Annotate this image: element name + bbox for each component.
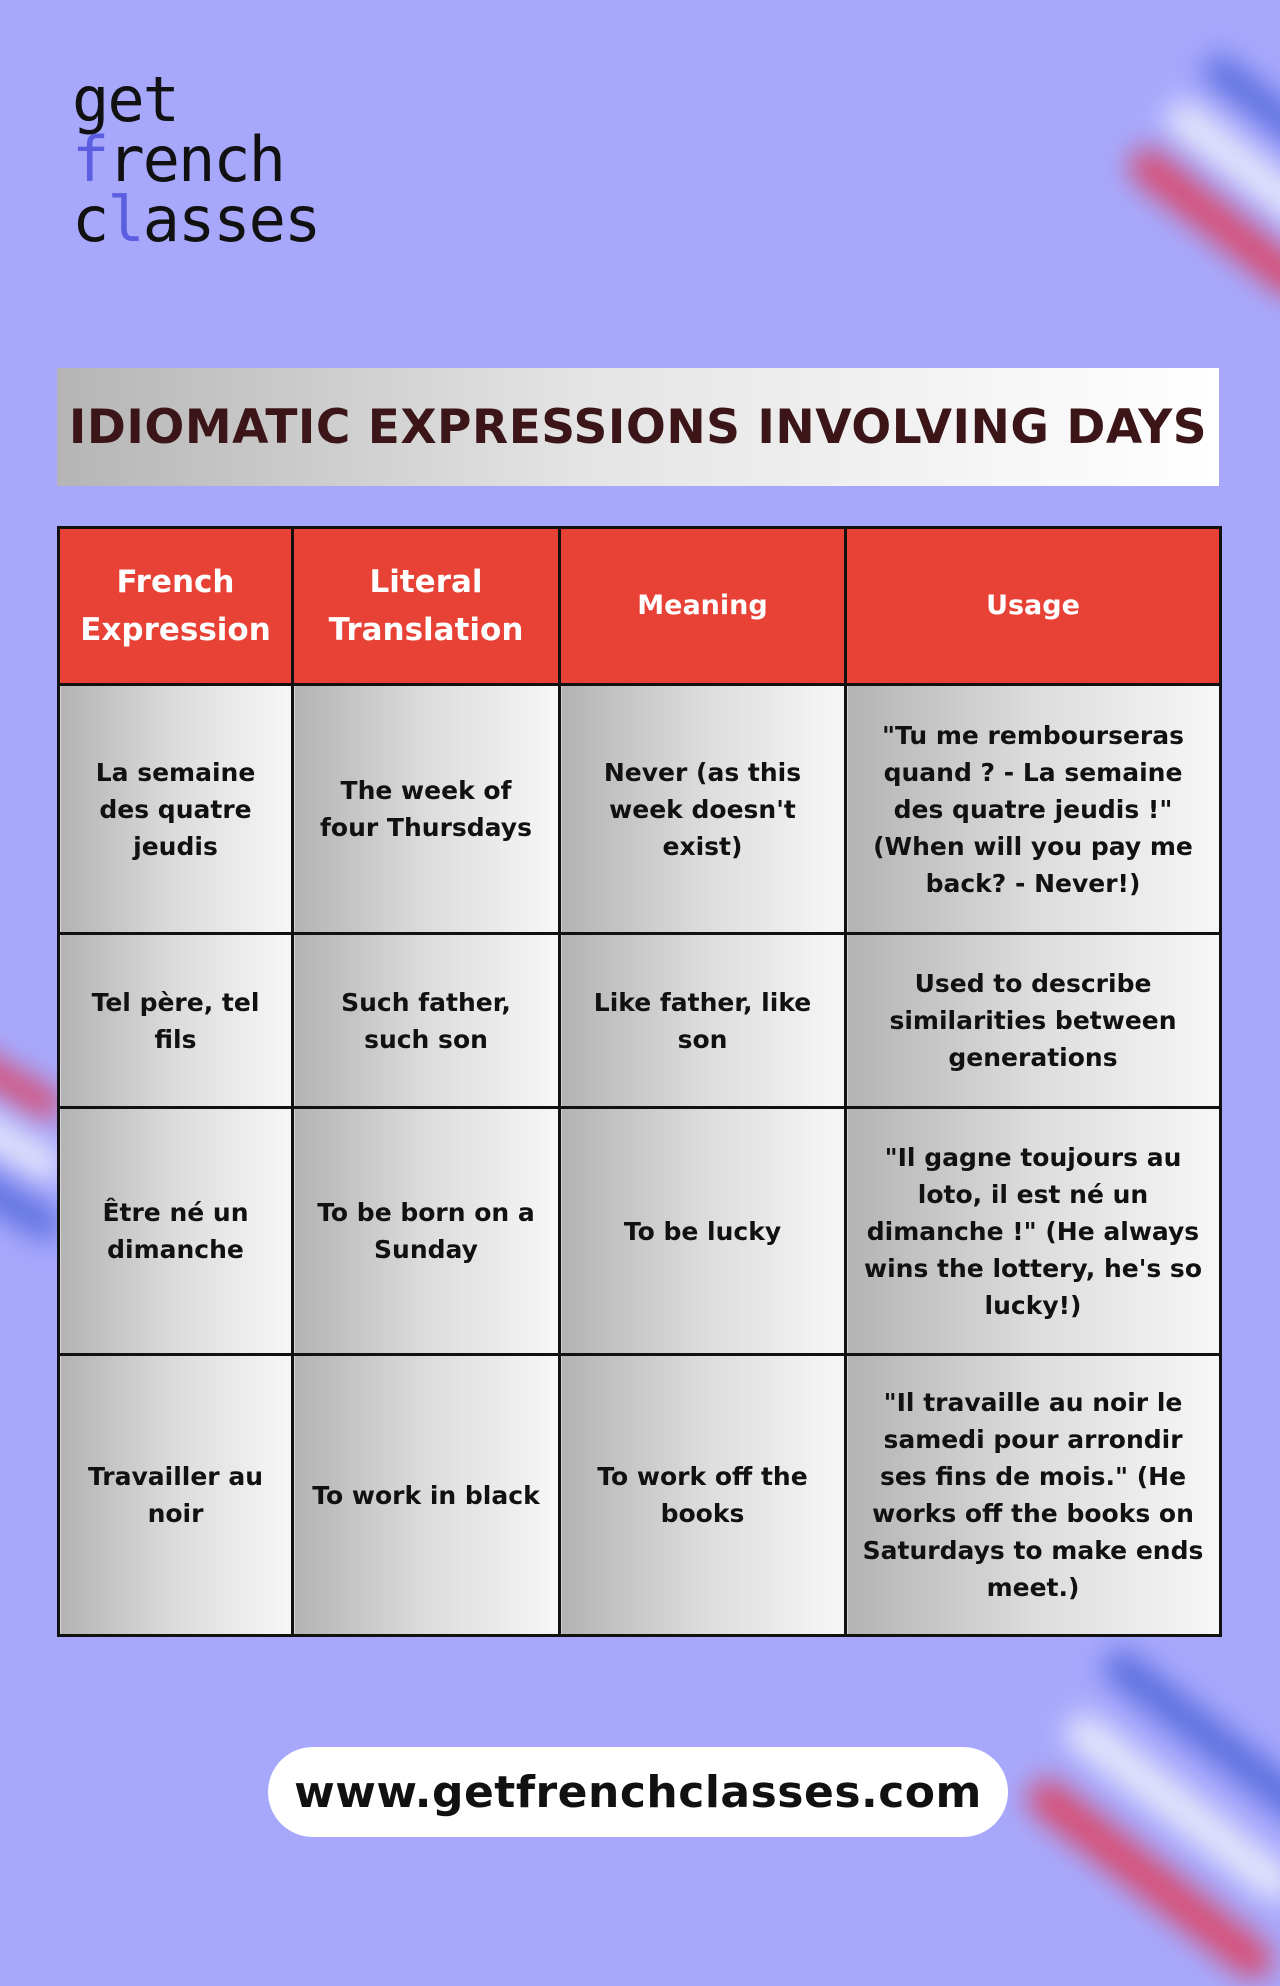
logo-line-3-start: c [72,183,108,256]
column-header-french-expression: French Expression [59,528,293,685]
cell-french-expression: La semaine des quatre jeudis [59,685,293,934]
logo-line-3-rest: asses [142,183,320,256]
logo-line-2 [72,123,319,196]
table-row [59,1108,1221,1355]
cell-meaning: To be lucky [560,1108,846,1355]
cell-literal-translation: Such father, such son [293,934,560,1108]
logo-line-2-rest: rench [107,123,284,196]
cell-french-expression: Tel père, tel fils [59,934,293,1108]
cell-meaning: Like father, like son [560,934,846,1108]
column-header-usage: Usage [846,528,1221,685]
website-url: www.getfrenchclasses.com [294,1766,982,1818]
cell-meaning: Never (as this week doesn't exist) [560,685,846,934]
cell-usage: Used to describe similarities between generations [846,934,1221,1108]
cell-literal-translation: To be born on a Sunday [293,1108,560,1355]
cell-meaning: To work off the books [560,1355,846,1636]
logo-line-1: get [72,63,178,136]
cell-french-expression: Travailler au noir [59,1355,293,1636]
table-row [59,685,1221,934]
cell-usage: "Il travaille au noir le samedi pour arrondir ses fins de mois." (He works off the books on Saturdays to make ends meet.) [846,1355,1221,1636]
brand-logo [72,63,320,256]
title-banner [57,368,1219,486]
logo-accent-letter: f [72,123,108,196]
page-title: IDIOMATIC EXPRESSIONS INVOLVING DAYS [68,399,1208,455]
column-header-literal-translation: Literal Translation [293,528,560,685]
cell-literal-translation: To work in black [293,1355,560,1636]
cell-usage: "Il gagne toujours au loto, il est né un dimanche !" (He always wins the lottery, he's so lucky!) [846,1108,1221,1355]
table-row [59,934,1221,1108]
logo-line-3 [72,183,320,256]
cell-literal-translation: The week of four Thursdays [293,685,560,934]
table-row [59,1355,1221,1636]
cell-french-expression: Être né un dimanche [59,1108,293,1355]
column-header-meaning: Meaning [560,528,846,685]
website-url-pill [268,1747,1008,1837]
idioms-table [57,526,1222,1637]
table-header-row [59,528,1221,685]
logo-accent-letter: l [107,183,143,256]
cell-usage: "Tu me rembourseras quand ? - La semaine des quatre jeudis !" (When will you pay me back? - Never!) [846,685,1221,934]
